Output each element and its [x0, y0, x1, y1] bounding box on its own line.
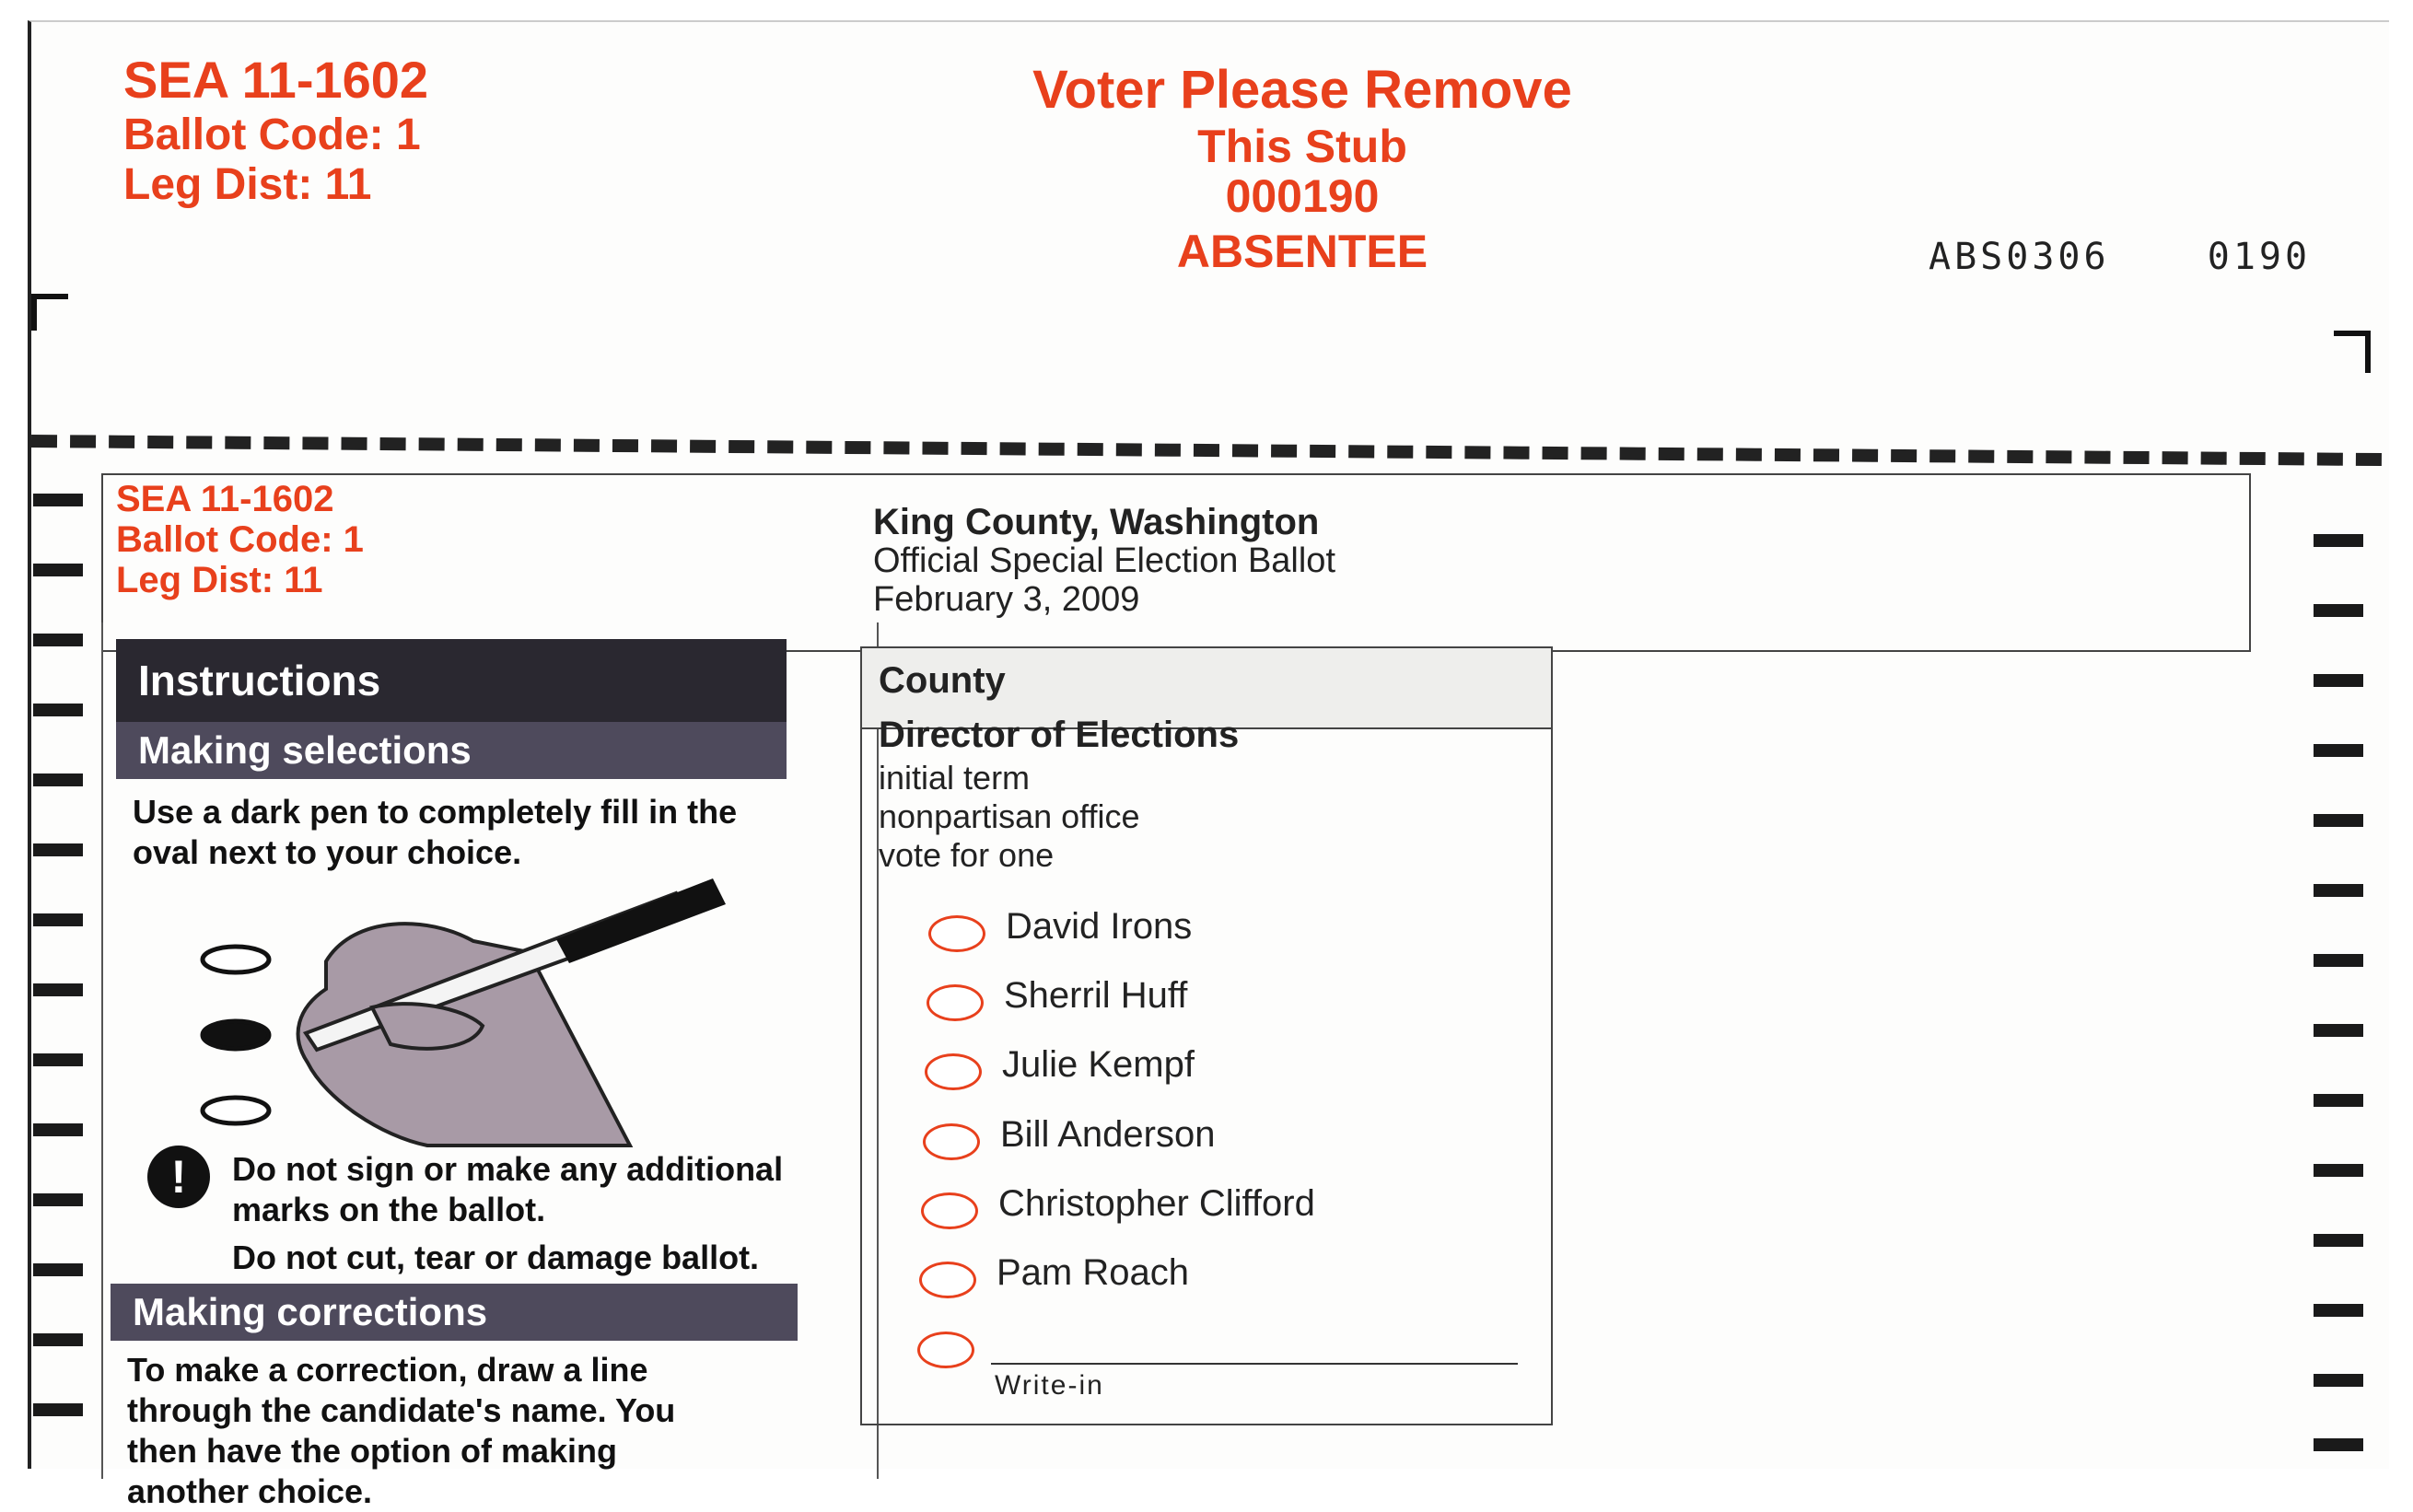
candidate-option[interactable]: [921, 1183, 1492, 1239]
making-corrections-heading: Making corrections: [111, 1284, 798, 1341]
timing-mark: [2314, 1304, 2363, 1317]
pen-cap: [556, 878, 726, 963]
timing-mark: [33, 983, 83, 996]
stub-ballot-code: Ballot Code: 1: [123, 110, 421, 159]
filled-oval-example: [203, 1021, 269, 1049]
stub-precinct-id: SEA 11-1602: [123, 51, 429, 109]
timing-mark: [2314, 884, 2363, 897]
vote-oval[interactable]: [921, 1192, 978, 1229]
header-id-block: [116, 479, 364, 600]
empty-oval-example-2: [203, 1098, 269, 1123]
header-ballot-code: Ballot Code: 1: [116, 519, 364, 560]
vote-oval[interactable]: [928, 915, 985, 952]
timing-mark: [33, 1053, 83, 1066]
timing-mark: [33, 843, 83, 856]
stub-code-b: 0190: [2207, 236, 2312, 278]
timing-mark: [2314, 1094, 2363, 1107]
candidate-option[interactable]: [925, 1044, 1477, 1099]
office-title: Director of Elections: [879, 715, 1240, 755]
timing-mark: [2314, 1234, 2363, 1247]
timing-mark: [2314, 1164, 2363, 1177]
warning-no-damage-text: Do not cut, tear or damage ballot.: [232, 1239, 760, 1276]
stub-absentee-label: ABSENTEE: [1176, 226, 1428, 277]
write-in-option[interactable]: [917, 1322, 1525, 1401]
candidate-name: Bill Anderson: [1000, 1114, 1216, 1155]
stub-id-block: [123, 50, 428, 210]
office-details: [879, 759, 1140, 875]
stub-remove-notice-line2: This Stub: [1197, 121, 1407, 172]
vote-oval[interactable]: [923, 1123, 980, 1160]
timing-mark: [33, 1403, 83, 1416]
stub-notice: [888, 59, 1717, 276]
candidate-name: Christopher Clifford: [998, 1183, 1315, 1224]
stub-code: [1929, 236, 2311, 278]
timing-mark: [2314, 534, 2363, 547]
timing-mark: [33, 1123, 83, 1136]
stub-number: 000190: [1225, 170, 1380, 222]
perforation-line: [31, 435, 2382, 466]
timing-mark: [33, 1193, 83, 1206]
candidate-name: David Irons: [1006, 906, 1193, 947]
registration-mark-top-right: [2334, 331, 2371, 373]
ballot-title: Official Special Election Ballot: [873, 541, 1335, 580]
empty-oval-example-1: [203, 947, 269, 972]
office-term: initial term: [879, 759, 1031, 797]
timing-mark: [33, 1333, 83, 1346]
candidate-option[interactable]: [927, 975, 1479, 1030]
timing-mark: [33, 634, 83, 646]
candidate-option[interactable]: [928, 906, 1481, 961]
vote-oval[interactable]: [927, 984, 984, 1021]
timing-mark: [33, 1263, 83, 1276]
candidate-name: Pam Roach: [997, 1252, 1189, 1293]
stub-remove-notice: Voter Please Remove: [1032, 60, 1572, 120]
timing-mark: [33, 913, 83, 926]
timing-mark: [2314, 814, 2363, 827]
timing-mark: [2314, 954, 2363, 967]
vote-for-count: vote for one: [879, 836, 1055, 874]
timing-mark: [33, 704, 83, 716]
contest-section-county: County: [862, 648, 1551, 729]
timing-mark: [2314, 1438, 2363, 1451]
warning-no-marks-text: Do not sign or make any additional marks on the ballot.: [232, 1150, 784, 1228]
election-date: February 3, 2009: [873, 580, 1140, 619]
instructions-heading: Instructions: [116, 639, 787, 722]
timing-mark: [2314, 1374, 2363, 1387]
hand-with-pen-illustration: [197, 860, 768, 1164]
timing-mark: [33, 494, 83, 506]
timing-mark: [2314, 1024, 2363, 1037]
candidate-option[interactable]: [923, 1114, 1475, 1169]
making-corrections-text: To make a correction, draw a line through the candidate's name. You then have the option of making another choice.: [127, 1351, 676, 1510]
candidate-name: Sherril Huff: [1004, 975, 1188, 1016]
header-election-info: [873, 503, 1335, 619]
making-selections-text: Use a dark pen to completely fill in the oval next to your choice.: [133, 793, 738, 871]
timing-mark: [2314, 604, 2363, 617]
vote-oval[interactable]: [925, 1053, 982, 1090]
write-in-label: Write-in: [995, 1370, 1104, 1401]
header-leg-dist: Leg Dist: 11: [116, 560, 323, 600]
ballot-page: [28, 20, 2389, 1510]
header-precinct-id: SEA 11-1602: [116, 479, 334, 519]
vote-oval[interactable]: [917, 1332, 974, 1368]
vote-oval[interactable]: [919, 1262, 976, 1298]
stub-code-a: ABS0306: [1929, 236, 2110, 278]
write-in-line[interactable]: [991, 1361, 1518, 1365]
warning-icon: !: [147, 1146, 210, 1208]
timing-mark: [2314, 674, 2363, 687]
candidate-list: [921, 906, 1510, 1422]
registration-mark-top-left: [31, 294, 68, 331]
timing-mark: [33, 564, 83, 576]
candidate-name: Julie Kempf: [1002, 1044, 1195, 1085]
timing-mark: [33, 773, 83, 786]
making-selections-heading: Making selections: [116, 722, 787, 779]
stub-leg-dist: Leg Dist: 11: [123, 160, 372, 209]
office-type: nonpartisan office: [879, 797, 1140, 835]
candidate-option[interactable]: [919, 1252, 1472, 1308]
timing-mark: [2314, 744, 2363, 757]
county-name: King County, Washington: [873, 502, 1320, 542]
